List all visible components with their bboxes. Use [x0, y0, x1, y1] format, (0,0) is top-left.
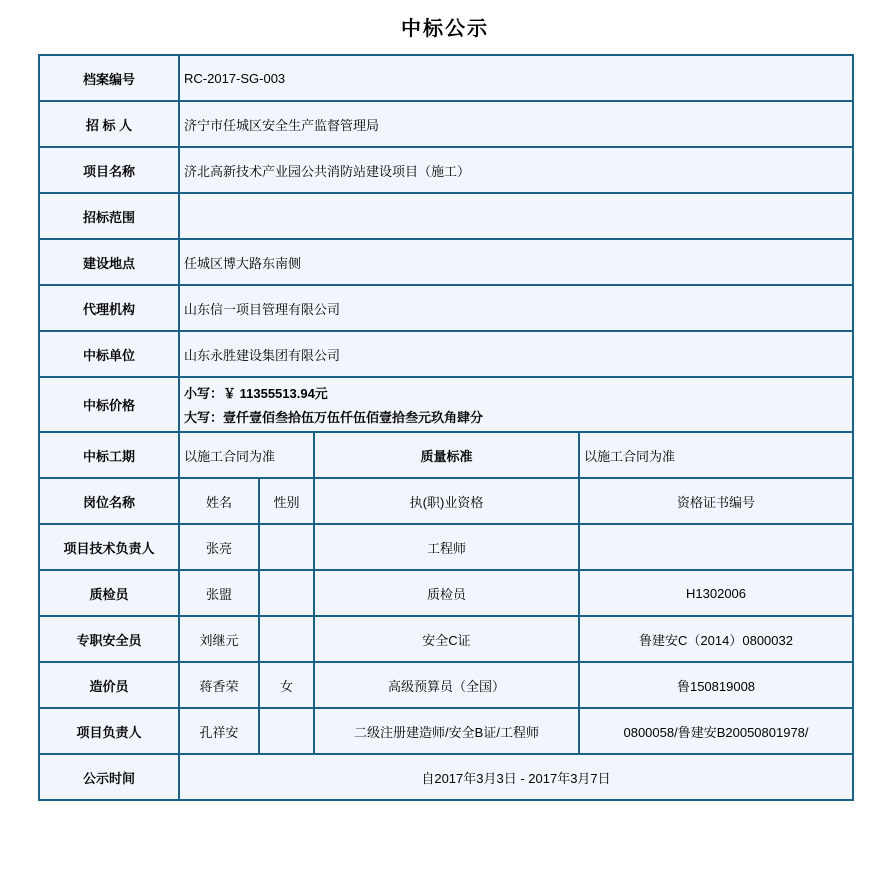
- row-value: 任城区博大路东南侧: [179, 239, 853, 285]
- row-label: 中标价格: [39, 377, 179, 432]
- row-personnel-quality-inspector: [39, 570, 853, 616]
- cell-cert-no: 鲁建安C（2014）0800032: [579, 616, 853, 662]
- publicity-period-value: 自2017年3月3日 - 2017年3月7日: [179, 754, 853, 800]
- quality-standard-label: 质量标准: [314, 432, 579, 478]
- row-tender-scope: [39, 193, 853, 239]
- row-value: RC-2017-SG-003: [179, 55, 853, 101]
- row-label: 建设地点: [39, 239, 179, 285]
- row-value: 山东永胜建设集团有限公司: [179, 331, 853, 377]
- row-label: 代理机构: [39, 285, 179, 331]
- row-value: 济宁市任城区安全生产监督管理局: [179, 101, 853, 147]
- row-winning-bidder: [39, 331, 853, 377]
- cell-name: 张盟: [179, 570, 259, 616]
- price-lowercase: 小写：￥ 11355513.94元: [184, 386, 328, 401]
- quality-standard-value: 以施工合同为准: [579, 432, 853, 478]
- page-title: 中标公示: [401, 18, 489, 40]
- cell-position: 造价员: [39, 662, 179, 708]
- price-uppercase: 大写：壹仟壹佰叁拾伍万伍仟伍佰壹拾叁元玖角肆分: [184, 410, 484, 425]
- header-qualification: 执(职)业资格: [314, 478, 579, 524]
- cell-qualification: 质检员: [314, 570, 579, 616]
- row-tenderer: [39, 101, 853, 147]
- row-personnel-technical-lead: [39, 524, 853, 570]
- row-personnel-header: [39, 478, 853, 524]
- cell-cert-no: H1302006: [579, 570, 853, 616]
- header-position: 岗位名称: [39, 478, 179, 524]
- cell-qualification: 高级预算员（全国）: [314, 662, 579, 708]
- row-label: 中标工期: [39, 432, 179, 478]
- row-personnel-cost-estimator: [39, 662, 853, 708]
- announcement-table: [38, 54, 854, 801]
- row-publicity-period: [39, 754, 853, 800]
- cell-position: 专职安全员: [39, 616, 179, 662]
- row-label: 公示时间: [39, 754, 179, 800]
- row-label: 档案编号: [39, 55, 179, 101]
- header-gender: 性别: [259, 478, 314, 524]
- cell-cert-no: 0800058/鲁建安B20050801978/: [579, 708, 853, 754]
- cell-position: 质检员: [39, 570, 179, 616]
- cell-name: 刘继元: [179, 616, 259, 662]
- row-value: [179, 377, 853, 432]
- row-archive-number: [39, 55, 853, 101]
- cell-qualification: 工程师: [314, 524, 579, 570]
- row-value: [179, 193, 853, 239]
- row-label: 项目名称: [39, 147, 179, 193]
- cell-gender: [259, 524, 314, 570]
- cell-name: 张亮: [179, 524, 259, 570]
- row-project-name: [39, 147, 853, 193]
- row-label: 中标单位: [39, 331, 179, 377]
- cell-name: 孔祥安: [179, 708, 259, 754]
- cell-gender: [259, 570, 314, 616]
- duration-value: 以施工合同为准: [179, 432, 314, 478]
- row-label: 招 标 人: [39, 101, 179, 147]
- row-label: 招标范围: [39, 193, 179, 239]
- row-construction-site: [39, 239, 853, 285]
- cell-cert-no: 鲁150819008: [579, 662, 853, 708]
- cell-position: 项目技术负责人: [39, 524, 179, 570]
- cell-position: 项目负责人: [39, 708, 179, 754]
- header-name: 姓名: [179, 478, 259, 524]
- cell-name: 蒋香荣: [179, 662, 259, 708]
- cell-gender: [259, 708, 314, 754]
- row-personnel-project-lead: [39, 708, 853, 754]
- row-value: 山东信一项目管理有限公司: [179, 285, 853, 331]
- cell-qualification: 二级注册建造师/安全B证/工程师: [314, 708, 579, 754]
- cell-qualification: 安全C证: [314, 616, 579, 662]
- row-personnel-safety-officer: [39, 616, 853, 662]
- cell-cert-no: [579, 524, 853, 570]
- row-agency: [39, 285, 853, 331]
- row-value: 济北高新技术产业园公共消防站建设项目（施工）: [179, 147, 853, 193]
- row-duration-quality: [39, 432, 853, 478]
- header-cert-no: 资格证书编号: [579, 478, 853, 524]
- cell-gender: 女: [259, 662, 314, 708]
- row-bid-price: [39, 377, 853, 432]
- cell-gender: [259, 616, 314, 662]
